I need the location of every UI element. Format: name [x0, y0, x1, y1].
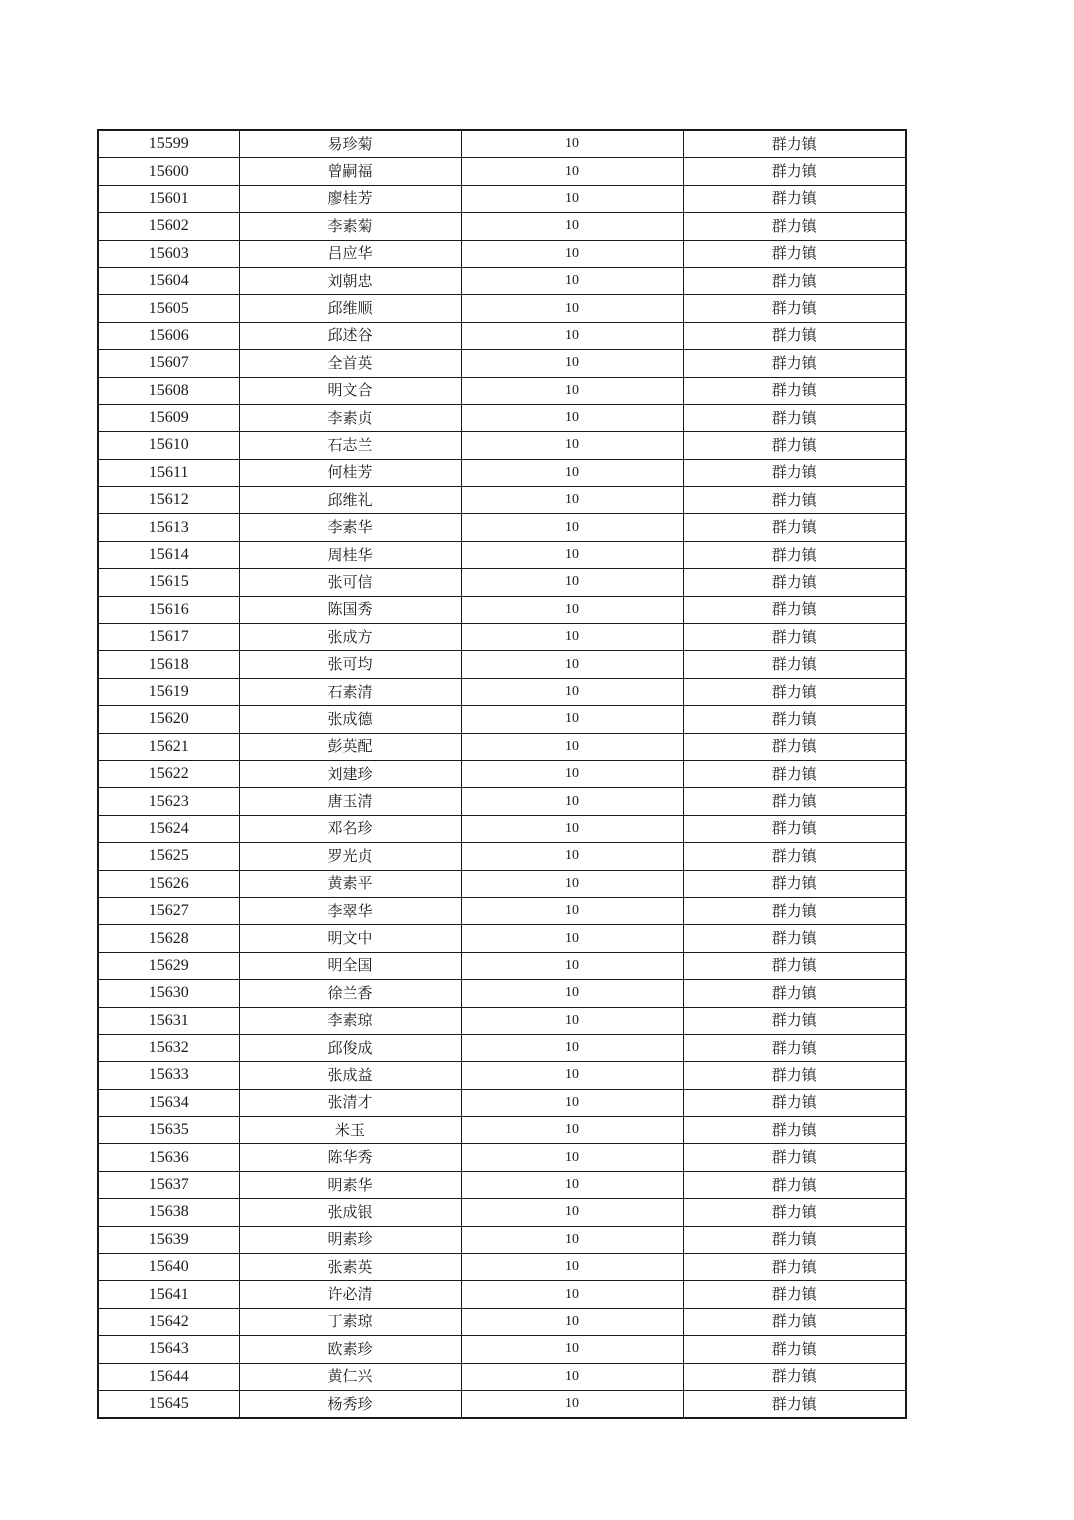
cell-town: 群力镇 — [683, 651, 906, 678]
cell-town: 群力镇 — [683, 514, 906, 541]
cell-score: 10 — [461, 514, 683, 541]
cell-id: 15610 — [98, 432, 239, 459]
table-row — [98, 678, 906, 705]
cell-name: 张清才 — [239, 1089, 461, 1116]
cell-name: 陈华秀 — [239, 1144, 461, 1171]
cell-town: 群力镇 — [683, 487, 906, 514]
cell-score: 10 — [461, 1117, 683, 1144]
cell-score: 10 — [461, 1336, 683, 1363]
table-row — [98, 569, 906, 596]
cell-town: 群力镇 — [683, 130, 906, 158]
cell-name: 唐玉清 — [239, 788, 461, 815]
cell-town: 群力镇 — [683, 267, 906, 294]
cell-town: 群力镇 — [683, 1281, 906, 1308]
cell-name: 徐兰香 — [239, 980, 461, 1007]
cell-town: 群力镇 — [683, 240, 906, 267]
cell-town: 群力镇 — [683, 1034, 906, 1061]
cell-score: 10 — [461, 897, 683, 924]
cell-id: 15638 — [98, 1199, 239, 1226]
cell-id: 15640 — [98, 1254, 239, 1281]
cell-score: 10 — [461, 843, 683, 870]
cell-score: 10 — [461, 130, 683, 158]
cell-score: 10 — [461, 541, 683, 568]
cell-town: 群力镇 — [683, 897, 906, 924]
cell-id: 15632 — [98, 1034, 239, 1061]
cell-town: 群力镇 — [683, 760, 906, 787]
cell-name: 明全国 — [239, 952, 461, 979]
cell-id: 15606 — [98, 322, 239, 349]
table-row — [98, 760, 906, 787]
cell-town: 群力镇 — [683, 1062, 906, 1089]
cell-id: 15619 — [98, 678, 239, 705]
cell-id: 15622 — [98, 760, 239, 787]
cell-id: 15600 — [98, 158, 239, 185]
cell-id: 15627 — [98, 897, 239, 924]
cell-score: 10 — [461, 1034, 683, 1061]
cell-score: 10 — [461, 1171, 683, 1198]
cell-score: 10 — [461, 1254, 683, 1281]
cell-id: 15636 — [98, 1144, 239, 1171]
cell-score: 10 — [461, 295, 683, 322]
table-row — [98, 377, 906, 404]
cell-score: 10 — [461, 240, 683, 267]
table-row — [98, 1281, 906, 1308]
cell-score: 10 — [461, 651, 683, 678]
cell-id: 15644 — [98, 1363, 239, 1390]
cell-name: 米玉 — [239, 1117, 461, 1144]
cell-name: 周桂华 — [239, 541, 461, 568]
table-row — [98, 897, 906, 924]
cell-id: 15645 — [98, 1390, 239, 1418]
cell-name: 吕应华 — [239, 240, 461, 267]
table-row — [98, 1062, 906, 1089]
table-row — [98, 322, 906, 349]
cell-town: 群力镇 — [683, 1363, 906, 1390]
cell-town: 群力镇 — [683, 815, 906, 842]
cell-score: 10 — [461, 733, 683, 760]
cell-town: 群力镇 — [683, 952, 906, 979]
cell-name: 张素英 — [239, 1254, 461, 1281]
cell-score: 10 — [461, 569, 683, 596]
cell-name: 明素珍 — [239, 1226, 461, 1253]
cell-name: 石素清 — [239, 678, 461, 705]
cell-name: 邱述谷 — [239, 322, 461, 349]
cell-name: 张成银 — [239, 1199, 461, 1226]
table-row — [98, 459, 906, 486]
cell-town: 群力镇 — [683, 1308, 906, 1335]
cell-name: 欧素珍 — [239, 1336, 461, 1363]
cell-score: 10 — [461, 350, 683, 377]
cell-town: 群力镇 — [683, 158, 906, 185]
cell-score: 10 — [461, 1144, 683, 1171]
table-body — [98, 130, 906, 1418]
table-row — [98, 1117, 906, 1144]
table-row — [98, 514, 906, 541]
cell-town: 群力镇 — [683, 295, 906, 322]
cell-id: 15642 — [98, 1308, 239, 1335]
table-row — [98, 185, 906, 212]
table-row — [98, 733, 906, 760]
cell-town: 群力镇 — [683, 1144, 906, 1171]
cell-id: 15625 — [98, 843, 239, 870]
cell-score: 10 — [461, 432, 683, 459]
cell-town: 群力镇 — [683, 1089, 906, 1116]
table-row — [98, 404, 906, 431]
cell-name: 张成德 — [239, 706, 461, 733]
cell-name: 张可信 — [239, 569, 461, 596]
cell-id: 15634 — [98, 1089, 239, 1116]
cell-score: 10 — [461, 459, 683, 486]
table-row — [98, 1034, 906, 1061]
table-row — [98, 1089, 906, 1116]
table-row — [98, 815, 906, 842]
table-row — [98, 1254, 906, 1281]
cell-town: 群力镇 — [683, 1171, 906, 1198]
cell-score: 10 — [461, 185, 683, 212]
cell-town: 群力镇 — [683, 213, 906, 240]
table-row — [98, 843, 906, 870]
cell-id: 15641 — [98, 1281, 239, 1308]
table-row — [98, 651, 906, 678]
cell-name: 张可均 — [239, 651, 461, 678]
cell-town: 群力镇 — [683, 541, 906, 568]
table-row — [98, 870, 906, 897]
cell-town: 群力镇 — [683, 1254, 906, 1281]
table-row — [98, 1336, 906, 1363]
cell-id: 15614 — [98, 541, 239, 568]
cell-town: 群力镇 — [683, 432, 906, 459]
cell-town: 群力镇 — [683, 185, 906, 212]
table-row — [98, 213, 906, 240]
cell-id: 15599 — [98, 130, 239, 158]
cell-town: 群力镇 — [683, 1226, 906, 1253]
cell-town: 群力镇 — [683, 404, 906, 431]
cell-id: 15629 — [98, 952, 239, 979]
cell-town: 群力镇 — [683, 788, 906, 815]
cell-name: 邱俊成 — [239, 1034, 461, 1061]
cell-town: 群力镇 — [683, 350, 906, 377]
table-row — [98, 432, 906, 459]
cell-score: 10 — [461, 624, 683, 651]
table-row — [98, 487, 906, 514]
cell-score: 10 — [461, 980, 683, 1007]
cell-score: 10 — [461, 678, 683, 705]
cell-name: 邱维顺 — [239, 295, 461, 322]
cell-id: 15637 — [98, 1171, 239, 1198]
cell-id: 15607 — [98, 350, 239, 377]
cell-town: 群力镇 — [683, 925, 906, 952]
cell-id: 15601 — [98, 185, 239, 212]
cell-name: 明素华 — [239, 1171, 461, 1198]
cell-town: 群力镇 — [683, 1007, 906, 1034]
table-row — [98, 1390, 906, 1418]
cell-name: 明文合 — [239, 377, 461, 404]
table-row — [98, 980, 906, 1007]
cell-id: 15608 — [98, 377, 239, 404]
cell-score: 10 — [461, 760, 683, 787]
cell-town: 群力镇 — [683, 980, 906, 1007]
cell-name: 全首英 — [239, 350, 461, 377]
cell-id: 15631 — [98, 1007, 239, 1034]
cell-name: 李素华 — [239, 514, 461, 541]
table-row — [98, 624, 906, 651]
cell-id: 15613 — [98, 514, 239, 541]
cell-score: 10 — [461, 1089, 683, 1116]
cell-score: 10 — [461, 1281, 683, 1308]
cell-score: 10 — [461, 404, 683, 431]
cell-id: 15612 — [98, 487, 239, 514]
cell-town: 群力镇 — [683, 322, 906, 349]
cell-id: 15616 — [98, 596, 239, 623]
cell-town: 群力镇 — [683, 678, 906, 705]
cell-score: 10 — [461, 1199, 683, 1226]
cell-town: 群力镇 — [683, 706, 906, 733]
cell-town: 群力镇 — [683, 459, 906, 486]
cell-score: 10 — [461, 1226, 683, 1253]
cell-score: 10 — [461, 322, 683, 349]
table-row — [98, 1199, 906, 1226]
table-row — [98, 1144, 906, 1171]
table-row — [98, 130, 906, 158]
cell-town: 群力镇 — [683, 733, 906, 760]
cell-id: 15604 — [98, 267, 239, 294]
cell-name: 彭英配 — [239, 733, 461, 760]
cell-id: 15643 — [98, 1336, 239, 1363]
cell-score: 10 — [461, 377, 683, 404]
cell-name: 曾嗣福 — [239, 158, 461, 185]
cell-score: 10 — [461, 267, 683, 294]
cell-id: 15618 — [98, 651, 239, 678]
cell-id: 15621 — [98, 733, 239, 760]
cell-town: 群力镇 — [683, 843, 906, 870]
cell-id: 15611 — [98, 459, 239, 486]
cell-score: 10 — [461, 596, 683, 623]
cell-name: 刘建珍 — [239, 760, 461, 787]
cell-name: 张成益 — [239, 1062, 461, 1089]
table-row — [98, 1363, 906, 1390]
cell-name: 张成方 — [239, 624, 461, 651]
table-row — [98, 952, 906, 979]
cell-name: 罗光贞 — [239, 843, 461, 870]
cell-score: 10 — [461, 925, 683, 952]
cell-town: 群力镇 — [683, 377, 906, 404]
table-row — [98, 788, 906, 815]
cell-id: 15605 — [98, 295, 239, 322]
cell-score: 10 — [461, 788, 683, 815]
cell-id: 15628 — [98, 925, 239, 952]
table-row — [98, 240, 906, 267]
cell-id: 15626 — [98, 870, 239, 897]
cell-score: 10 — [461, 952, 683, 979]
cell-name: 易珍菊 — [239, 130, 461, 158]
table-row — [98, 295, 906, 322]
cell-name: 何桂芳 — [239, 459, 461, 486]
cell-score: 10 — [461, 1007, 683, 1034]
cell-score: 10 — [461, 1062, 683, 1089]
table-row — [98, 1007, 906, 1034]
cell-score: 10 — [461, 706, 683, 733]
cell-score: 10 — [461, 213, 683, 240]
cell-name: 邱维礼 — [239, 487, 461, 514]
table-row — [98, 267, 906, 294]
cell-id: 15603 — [98, 240, 239, 267]
table-row — [98, 1308, 906, 1335]
cell-town: 群力镇 — [683, 1336, 906, 1363]
cell-name: 邓名珍 — [239, 815, 461, 842]
cell-score: 10 — [461, 815, 683, 842]
cell-name: 杨秀珍 — [239, 1390, 461, 1418]
table-row — [98, 596, 906, 623]
cell-id: 15624 — [98, 815, 239, 842]
table-row — [98, 158, 906, 185]
cell-name: 李素菊 — [239, 213, 461, 240]
cell-name: 石志兰 — [239, 432, 461, 459]
data-sheet — [97, 129, 907, 1419]
cell-score: 10 — [461, 158, 683, 185]
cell-town: 群力镇 — [683, 569, 906, 596]
cell-name: 黄仁兴 — [239, 1363, 461, 1390]
cell-town: 群力镇 — [683, 1390, 906, 1418]
cell-score: 10 — [461, 1308, 683, 1335]
cell-id: 15623 — [98, 788, 239, 815]
cell-score: 10 — [461, 487, 683, 514]
cell-score: 10 — [461, 870, 683, 897]
table-row — [98, 541, 906, 568]
cell-name: 丁素琼 — [239, 1308, 461, 1335]
cell-name: 许必清 — [239, 1281, 461, 1308]
cell-score: 10 — [461, 1363, 683, 1390]
table-row — [98, 925, 906, 952]
cell-id: 15635 — [98, 1117, 239, 1144]
cell-name: 李素琼 — [239, 1007, 461, 1034]
cell-name: 陈国秀 — [239, 596, 461, 623]
cell-name: 明文中 — [239, 925, 461, 952]
cell-score: 10 — [461, 1390, 683, 1418]
cell-name: 黄素平 — [239, 870, 461, 897]
cell-id: 15609 — [98, 404, 239, 431]
cell-name: 刘朝忠 — [239, 267, 461, 294]
cell-id: 15639 — [98, 1226, 239, 1253]
cell-town: 群力镇 — [683, 1199, 906, 1226]
table-row — [98, 706, 906, 733]
cell-name: 廖桂芳 — [239, 185, 461, 212]
table-row — [98, 1171, 906, 1198]
table-row — [98, 1226, 906, 1253]
cell-id: 15617 — [98, 624, 239, 651]
cell-id: 15615 — [98, 569, 239, 596]
cell-name: 李翠华 — [239, 897, 461, 924]
cell-town: 群力镇 — [683, 1117, 906, 1144]
cell-town: 群力镇 — [683, 596, 906, 623]
cell-id: 15633 — [98, 1062, 239, 1089]
records-table — [97, 129, 907, 1419]
table-row — [98, 350, 906, 377]
cell-name: 李素贞 — [239, 404, 461, 431]
cell-id: 15602 — [98, 213, 239, 240]
cell-town: 群力镇 — [683, 870, 906, 897]
cell-id: 15620 — [98, 706, 239, 733]
cell-town: 群力镇 — [683, 624, 906, 651]
cell-id: 15630 — [98, 980, 239, 1007]
